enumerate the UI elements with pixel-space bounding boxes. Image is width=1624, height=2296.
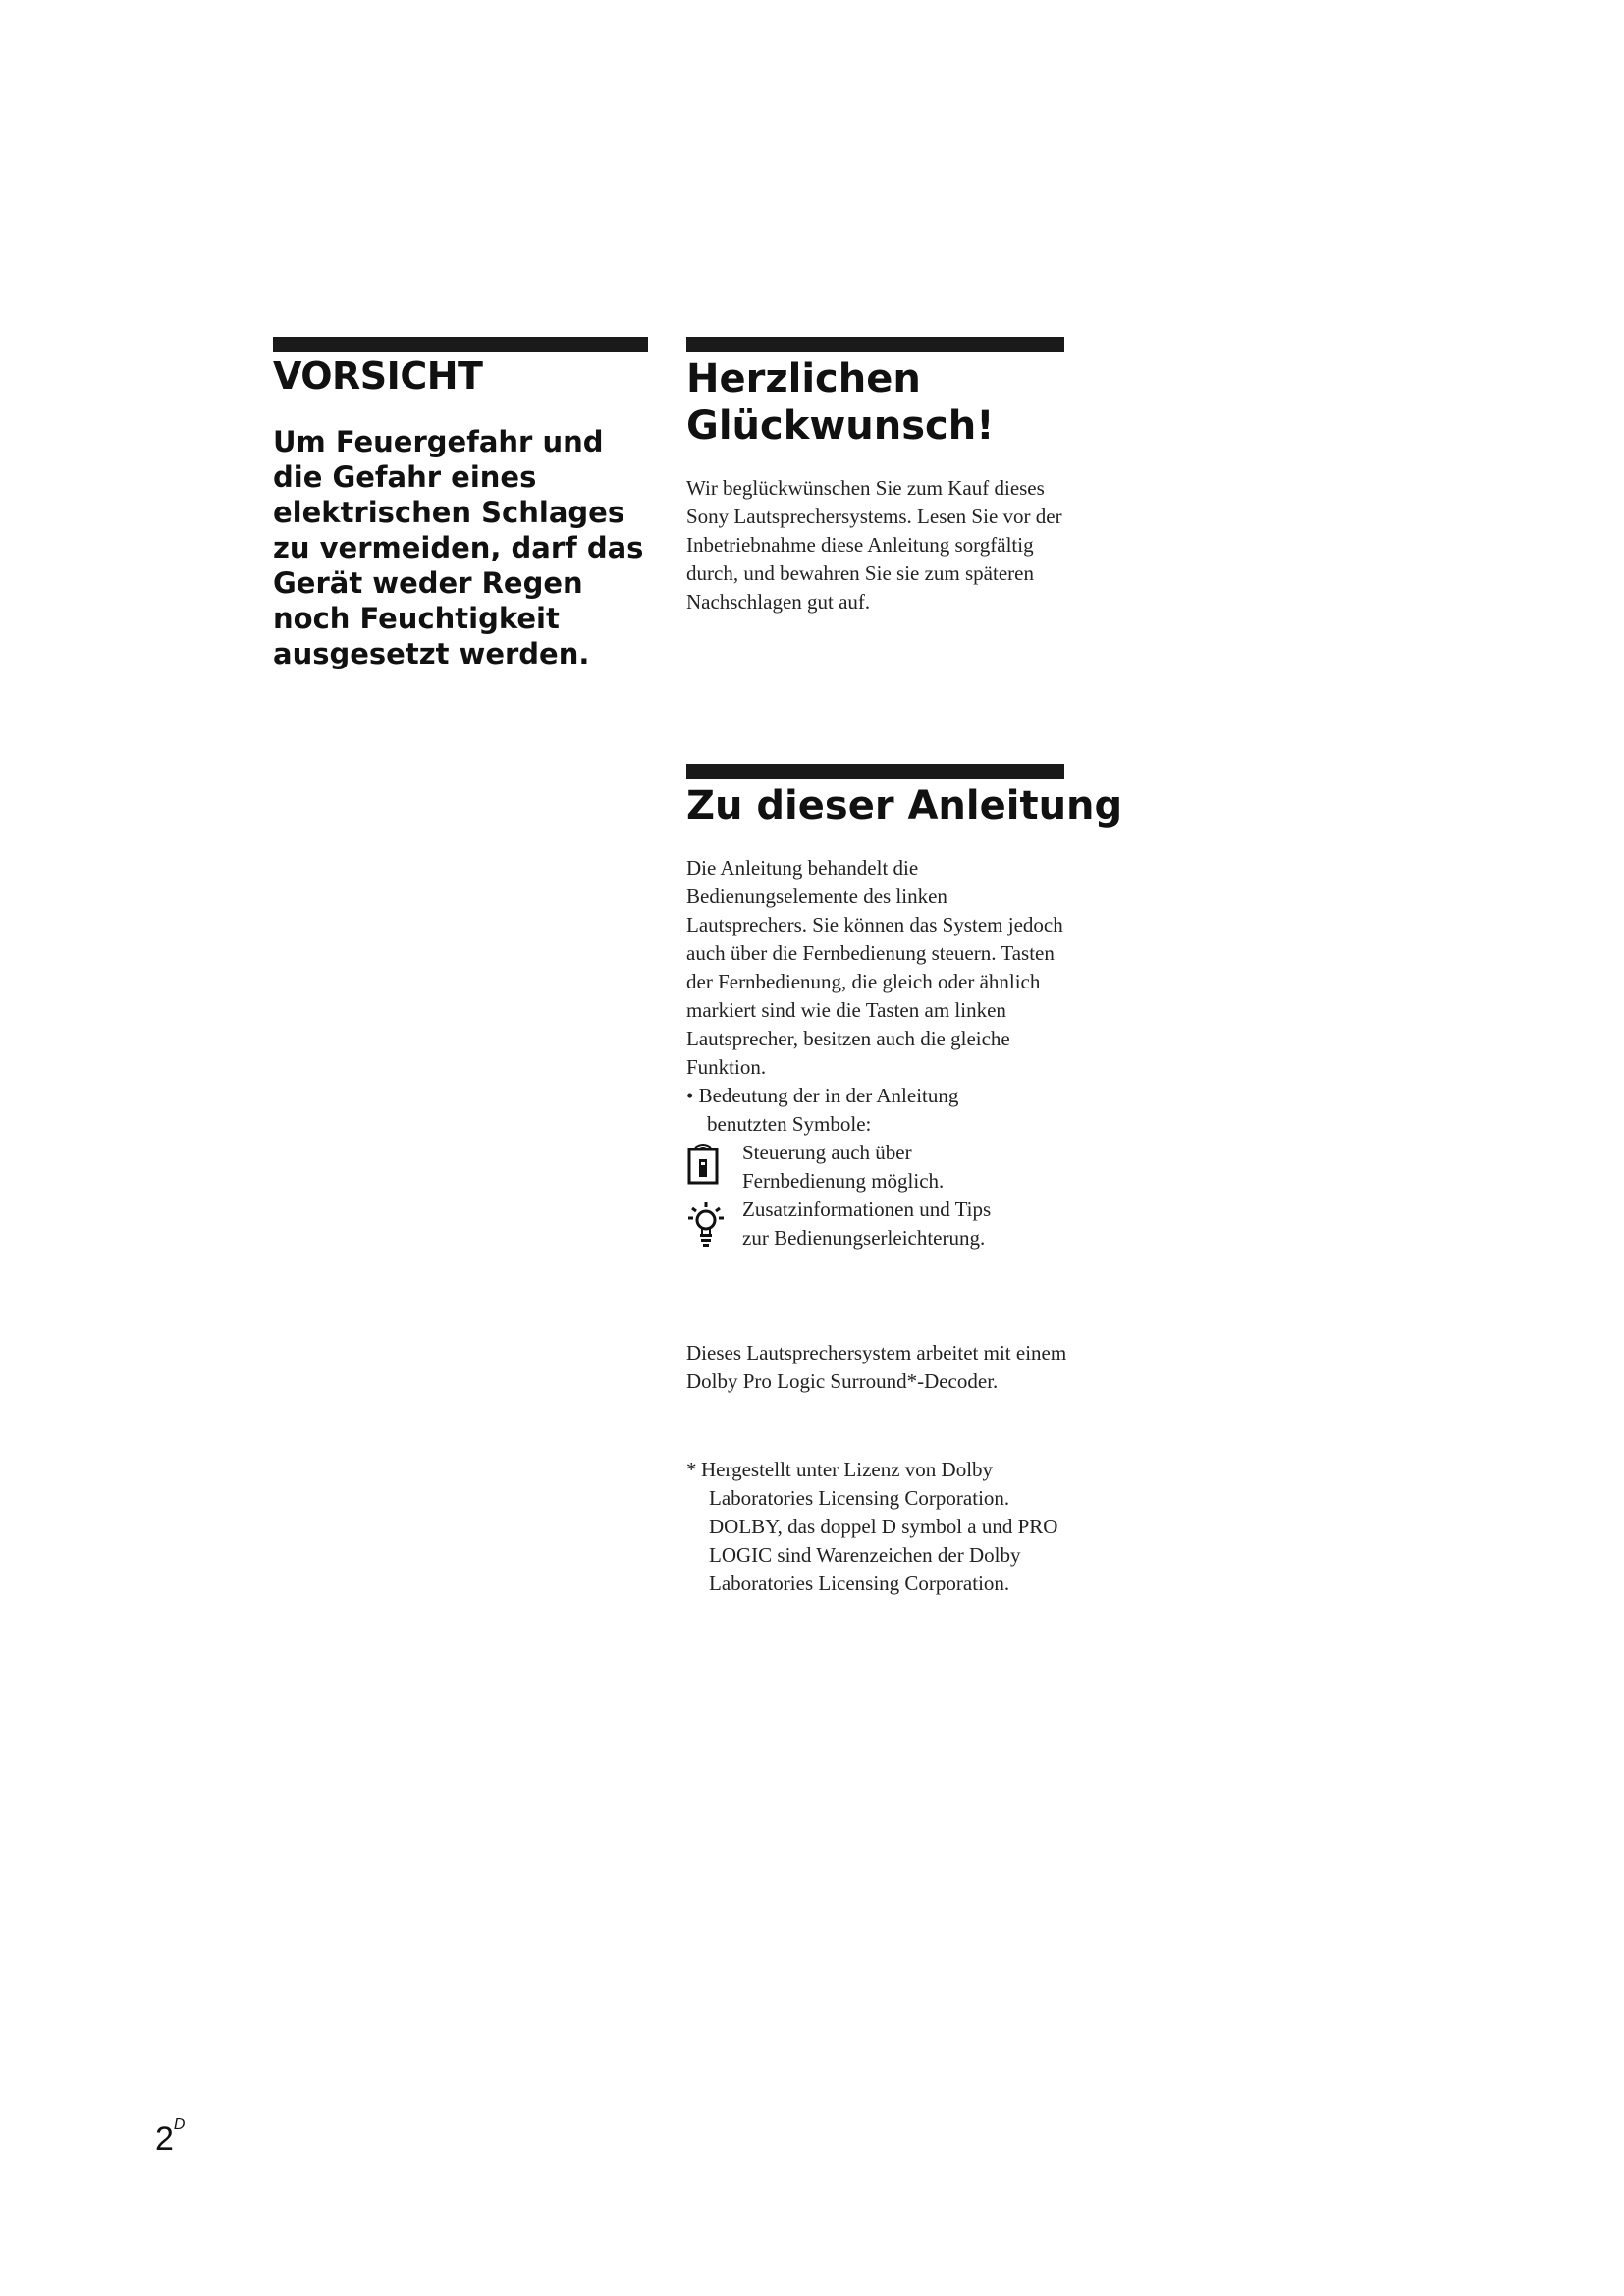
tips-symbol-line1: Zusatzinformationen und Tips xyxy=(742,1198,992,1221)
tips-symbol-line2: zur Bedienungserleichterung. xyxy=(742,1226,986,1250)
dolby-text: Dieses Lautsprechersystem arbeitet mit einem Dolby Pro Logic Surround*-Decoder. xyxy=(686,1341,1067,1393)
caution-text: Um Feuergefahr und die Gefahr eines elektrischen Schlages zu vermeiden, darf das Gerät weder Regen noch Feuchtigkeit ausgesetzt werden. xyxy=(273,425,644,670)
remote-control-icon xyxy=(687,1142,719,1195)
lightbulb-tip-icon xyxy=(686,1199,726,1250)
caution-heading-bar xyxy=(273,337,648,352)
congrats-heading-bar xyxy=(686,337,1064,352)
footnote-mark: * xyxy=(686,1458,697,1481)
about-text: Die Anleitung behandelt die Bedienungselemente des linken Lautsprechers. Sie können das System jedoch auch über die Fernbedienung steuern. Tasten der Fernbedienung, die gleich oder ähnlich markiert sind wie die Tasten am linken Lautsprecher, besitzen auch die gleiche Funktion. xyxy=(686,856,1063,1079)
caution-heading: VORSICHT xyxy=(273,354,483,398)
congrats-heading-line2: Glückwunsch! xyxy=(686,403,995,449)
congrats-heading-line1: Herzlichen xyxy=(686,356,921,401)
remote-symbol-line2: Fernbedienung möglich. xyxy=(742,1169,945,1193)
footnote-line1: Hergestellt unter Lizenz von Dolby xyxy=(701,1458,994,1481)
symbols-bullet-line2: benutzten Symbole: xyxy=(707,1112,872,1136)
footnote-rest: Laboratories Licensing Corporation. DOLBY, das doppel D symbol a und PRO LOGIC sind Warenzeichen der Dolby Laboratories Licensing Corporation. xyxy=(709,1486,1058,1595)
page-number-suffix: D xyxy=(173,2116,186,2133)
about-heading: Zu dieser Anleitung xyxy=(686,783,1123,828)
remote-symbol-line1: Steuerung auch über xyxy=(742,1141,912,1164)
about-heading-bar xyxy=(686,764,1064,779)
congrats-text: Wir beglückwünschen Sie zum Kauf dieses Sony Lautsprechersystems. Lesen Sie vor der Inbetriebnahme diese Anleitung sorgfältig durch, und bewahren Sie sie zum späteren Nachschlagen gut auf. xyxy=(686,476,1062,614)
page-number-value: 2 xyxy=(155,2120,174,2158)
symbols-bullet-line1: • Bedeutung der in der Anleitung xyxy=(686,1084,959,1107)
page-number xyxy=(155,2116,186,2159)
